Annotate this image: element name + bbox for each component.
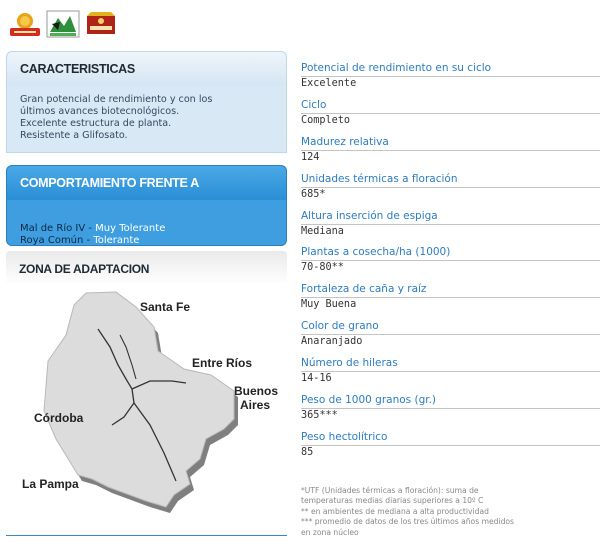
left-column bbox=[6, 51, 287, 246]
spec-label: Peso hectolítrico bbox=[301, 431, 600, 446]
caracteristica-line: últimos avances biotecnológicos. bbox=[20, 106, 180, 117]
footnotes bbox=[301, 486, 600, 538]
spec-row bbox=[301, 431, 600, 468]
spec-value: Excelente bbox=[301, 78, 357, 89]
spec-row bbox=[301, 357, 600, 394]
spec-label: Ciclo bbox=[301, 99, 600, 114]
spec-row bbox=[301, 136, 600, 173]
caracteristicas-header bbox=[6, 51, 287, 86]
semillas-logo bbox=[46, 10, 80, 38]
zona-title: ZONA DE ADAPTACION bbox=[19, 262, 150, 276]
spec-value: 85 bbox=[301, 446, 314, 458]
footnote-line: *UTF (Unidades térmicas a floración): suma de bbox=[301, 486, 479, 495]
caracteristicas-body bbox=[6, 86, 287, 153]
spec-row bbox=[301, 320, 600, 357]
spec-value: 365*** bbox=[301, 410, 338, 422]
disease-name: Mal de Río IV - bbox=[20, 223, 96, 234]
specs-list bbox=[301, 62, 600, 468]
brand-badge-logo bbox=[84, 10, 118, 38]
tolerance-rating: Tolerante bbox=[93, 235, 140, 246]
comportamiento-body bbox=[6, 200, 287, 246]
comportamiento-item bbox=[20, 235, 274, 247]
caracteristica-line: Gran potencial de rendimiento y con los bbox=[20, 94, 213, 105]
comportamiento-title: COMPORTAMIENTO FRENTE A bbox=[20, 176, 199, 190]
spec-label: Potencial de rendimiento en su ciclo bbox=[301, 62, 600, 77]
map-top-face bbox=[44, 292, 234, 507]
spec-label: Madurez relativa bbox=[301, 136, 600, 151]
footnote-line: en zona núcleo bbox=[301, 527, 359, 537]
footnote-line: *** promedio de datos de los tres últimos años medidos bbox=[301, 517, 514, 527]
comportamiento-card bbox=[6, 165, 287, 246]
disease-name: Roya Común - bbox=[20, 235, 94, 246]
comportamiento-item bbox=[20, 223, 274, 235]
map-label-santa-fe: Santa Fe bbox=[140, 300, 191, 314]
spec-row bbox=[301, 283, 600, 320]
spec-label: Fortaleza de caña y raíz bbox=[301, 283, 600, 298]
spec-label: Peso de 1000 granos (gr.) bbox=[301, 394, 600, 409]
footnote-line: temperaturas medias diarias superiores a 10º C bbox=[301, 496, 484, 506]
spec-row bbox=[301, 173, 600, 210]
spec-value: Mediana bbox=[301, 225, 344, 237]
map-label-buenos: Buenos bbox=[234, 384, 279, 398]
left-bottom-divider bbox=[6, 535, 287, 536]
map-label-aires: Aires bbox=[240, 398, 271, 412]
zona-header bbox=[6, 251, 287, 285]
caracteristica-line: Resistente a Glifosato. bbox=[20, 130, 128, 141]
spec-row bbox=[301, 62, 600, 99]
spec-value: 124 bbox=[301, 151, 320, 163]
spec-label: Color de grano bbox=[301, 320, 600, 335]
spec-row bbox=[301, 99, 600, 136]
spec-value: 14-16 bbox=[301, 373, 332, 385]
spec-label: Unidades térmicas a floración bbox=[301, 173, 600, 188]
spec-label: Número de hileras bbox=[301, 357, 600, 372]
map-label-la-pampa: La Pampa bbox=[22, 477, 79, 491]
comportamiento-header bbox=[6, 165, 287, 200]
map-label-cordoba: Córdoba bbox=[34, 411, 84, 425]
tolerance-rating: Muy Tolerante bbox=[95, 223, 166, 234]
map-label-entre-rios: Entre Ríos bbox=[192, 356, 253, 370]
spec-value: Anaranjado bbox=[301, 336, 363, 348]
spec-value: Completo bbox=[301, 114, 351, 126]
caracteristica-line: Excelente estructura de planta. bbox=[20, 118, 172, 129]
spec-value: Muy Buena bbox=[301, 299, 357, 311]
spec-row bbox=[301, 210, 600, 247]
spec-row bbox=[301, 394, 600, 431]
spec-label: Plantas a cosecha/ha (1000) bbox=[301, 246, 600, 261]
adaptation-map bbox=[0, 285, 287, 530]
spec-label: Altura inserción de espiga bbox=[301, 210, 600, 225]
spec-value: 685* bbox=[301, 188, 326, 200]
caracteristicas-title: CARACTERISTICAS bbox=[20, 62, 135, 76]
spec-row bbox=[301, 246, 600, 283]
spec-value: 70-80** bbox=[301, 262, 344, 274]
footnote-line: ** en ambientes de mediana a alta productividad bbox=[301, 506, 489, 516]
nidera-logo bbox=[8, 10, 42, 38]
